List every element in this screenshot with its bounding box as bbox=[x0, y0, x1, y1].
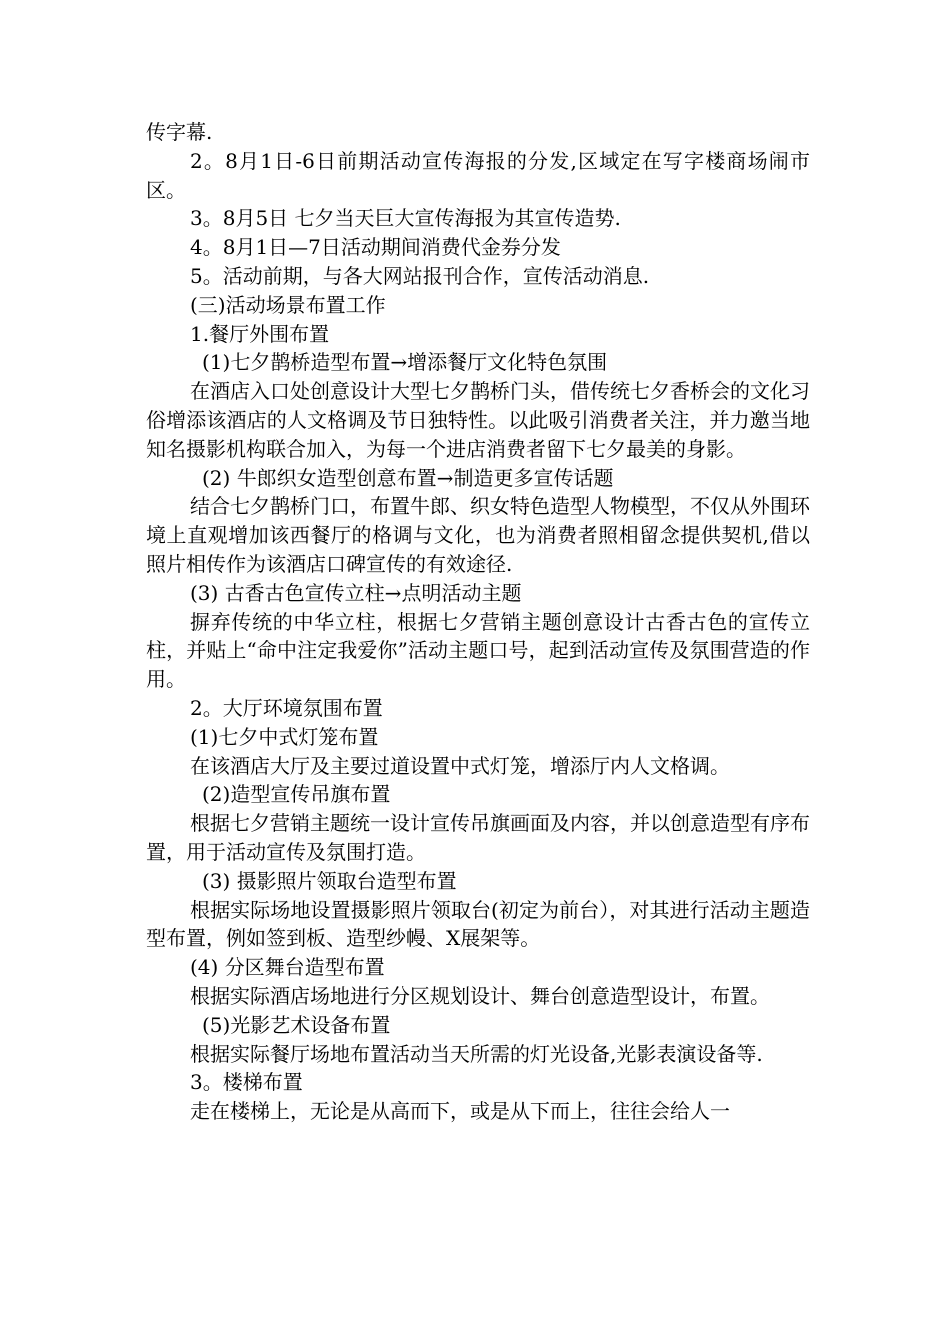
body-paragraph: 根据实际酒店场地进行分区规划设计、舞台创意造型设计，布置。 bbox=[190, 983, 770, 1008]
paragraph-item-5: 5。活动前期，与各大网站报刊合作，宣传活动消息. bbox=[190, 263, 650, 288]
body-paragraph: 摒弃传统的中华立柱，根据七夕营销主题创意设计古香古色的宣传立柱，并贴上“命中注定我爱你”活动主题口号，起到活动宣传及氛围营造的作用。 bbox=[146, 609, 810, 692]
body-paragraph: 结合七夕鹊桥门口，布置牛郎、织女特色造型人物模型，不仅从外围环境上直观增加该西餐厅的格调与文化，也为消费者照相留念提供契机,借以照片相传作为该酒店口碑宣传的有效途径. bbox=[146, 494, 810, 576]
item-heading-1-2: (2) 牛郎织女造型创意布置→制造更多宣传话题 bbox=[202, 465, 614, 490]
paragraph-item-3: 3。8月5日 七夕当天巨大宣传海报为其宣传造势. bbox=[190, 206, 621, 231]
item-heading-2-2: (2)造型宣传吊旗布置 bbox=[202, 782, 391, 807]
item-heading-1-1: (1)七夕鹊桥造型布置→增添餐厅文化特色氛围 bbox=[202, 350, 608, 375]
paragraph-item-2: 2。8月1日-6日前期活动宣传海报的分发,区域定在写字楼商场闹市区。 bbox=[146, 148, 810, 202]
subsection-heading-3: 3。楼梯布置 bbox=[190, 1070, 303, 1095]
subsection-heading-2: 2。大厅环境氛围布置 bbox=[190, 695, 383, 720]
item-heading-2-4: (4) 分区舞台造型布置 bbox=[190, 955, 385, 980]
section-heading-3: (三)活动场景布置工作 bbox=[190, 292, 386, 317]
item-heading-1-3: (3) 古香古色宣传立柱→点明活动主题 bbox=[190, 580, 522, 605]
body-paragraph: 根据七夕营销主题统一设计宣传吊旗画面及内容，并以创意造型有序布置，用于活动宣传及氛围打造。 bbox=[146, 811, 810, 864]
document-page bbox=[146, 118, 810, 1126]
item-heading-2-1: (1)七夕中式灯笼布置 bbox=[190, 724, 379, 749]
body-paragraph: 在酒店入口处创意设计大型七夕鹊桥门头，借传统七夕香桥会的文化习俗增添该酒店的人文格调及节日独特性。以此吸引消费者关注，并力邀当地知名摄影机构联合加入，为每一个进店消费者留下七夕最美的身影。 bbox=[146, 379, 810, 461]
paragraph-item-4: 4。8月1日—7日活动期间消费代金券分发 bbox=[190, 235, 561, 260]
item-heading-2-3: (3) 摄影照片领取台造型布置 bbox=[202, 868, 457, 893]
item-heading-2-5: (5)光影艺术设备布置 bbox=[202, 1012, 391, 1037]
body-paragraph: 走在楼梯上，无论是从高而下，或是从下而上，往往会给人一 bbox=[190, 1099, 730, 1124]
body-paragraph: 根据实际餐厅场地布置活动当天所需的灯光设备,光影表演设备等. bbox=[190, 1041, 763, 1066]
subsection-heading-1: 1.餐厅外围布置 bbox=[190, 321, 330, 346]
paragraph-continuation: 传字幕. bbox=[146, 120, 213, 144]
body-paragraph: 根据实际场地设置摄影照片领取台(初定为前台），对其进行活动主题造型布置，例如签到板、造型纱幔、X展架等。 bbox=[146, 897, 810, 951]
body-paragraph: 在该酒店大厅及主要过道设置中式灯笼，增添厅内人文格调。 bbox=[190, 753, 730, 778]
